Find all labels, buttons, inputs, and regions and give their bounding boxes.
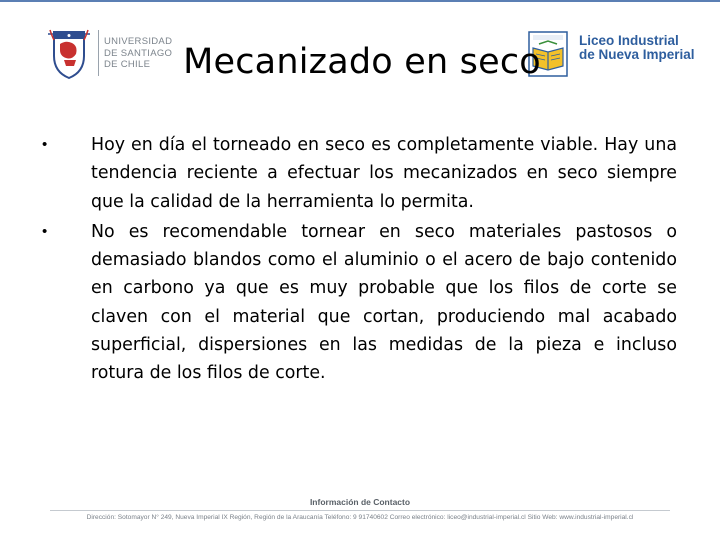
top-accent-line	[0, 0, 720, 2]
footer-contact-info: Dirección: Sotomayor N° 249, Nueva Imperial IX Región, Región de la Araucanía Teléfono: 9 91740602 Correo electrónico: liceo@industrial-imperial.cl Sitio Web: www.industrial-imperial.cl	[86, 514, 634, 521]
school-logo	[525, 26, 705, 80]
logo-divider	[98, 30, 99, 76]
bullet-item	[30, 218, 690, 388]
bullet-icon: •	[42, 222, 48, 240]
university-name-line: UNIVERSIDAD	[104, 36, 173, 47]
slide-title: Mecanizado en seco	[183, 42, 541, 82]
footer-title: Información de Contacto	[309, 497, 411, 507]
school-name-line: de Nueva Imperial	[579, 47, 695, 62]
usach-shield-icon	[46, 26, 92, 80]
bullet-item	[30, 131, 690, 216]
school-name	[579, 34, 709, 62]
footer-divider	[50, 510, 670, 511]
university-name-line: DE SANTIAGO	[104, 47, 173, 59]
bullet-text: No es recomendable tornear en seco materiales pastosos o demasiado blandos como el aluminio o el acero de bajo contenido en carbono ya que es muy probable que los filos de corte se claven con el material que cortan, produciendo mal acabado superficial, dispersiones en las medidas de la pieza e incluso rotura de los filos de corte.	[91, 221, 677, 384]
bullet-list	[30, 131, 690, 390]
bullet-icon: •	[42, 136, 48, 153]
bullet-text: Hoy en día el torneado en seco es completamente viable. Hay una tendencia reciente a efectuar los mecanizados en seco siempre que la calidad de la herramienta lo permita.	[91, 135, 677, 212]
university-name-line: DE CHILE	[104, 59, 151, 70]
school-name-line: Liceo Industrial	[579, 33, 679, 48]
